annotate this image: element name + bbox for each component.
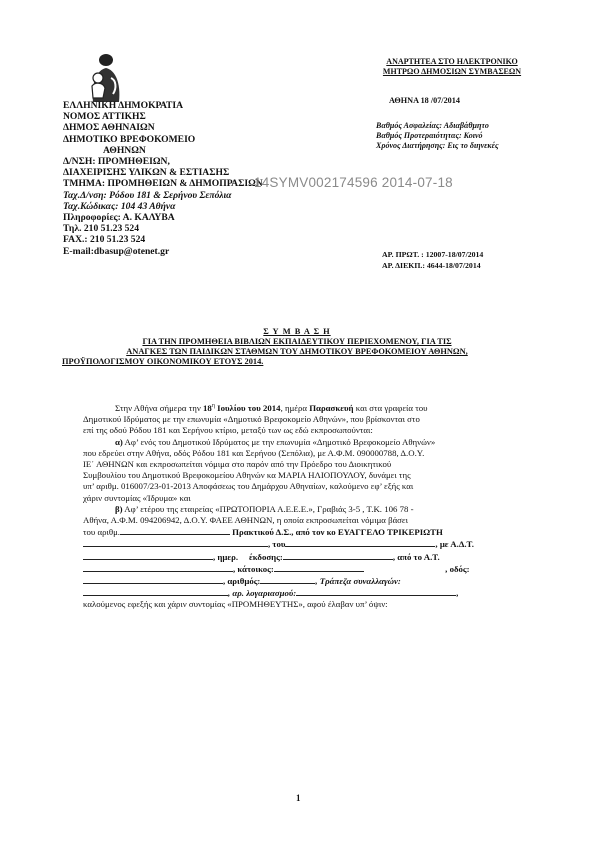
contract-heading: Σ Υ Μ Β Α Σ Η (263, 327, 331, 336)
body-line: Αθήνα, Α.Φ.Μ. 094206942, Δ.Ο.Υ. ΦΑΕΕ ΑΘΗΝΩΝ, η οποία εκπροσωπείται νόμιμα βάσει (83, 514, 408, 525)
body-line: Συμβουλίου του Δημοτικού Βρεφοκομείου Αθηνών κα ΜΑΡΙΑ ΗΛΙΟΠΟΥΛΟΥ, δυνάμει της (83, 470, 411, 481)
body-line: Δημοτικού Ιδρύματος με την επωνυμία «Δημοτικό Βρεφοκομείο Αθηνών», που βρίσκονται στο (83, 414, 420, 425)
blank-field[interactable] (285, 538, 435, 547)
logo-emblem (83, 52, 129, 104)
issuer-line: Ταχ.Κώδικας: 104 43 Αθήνα (63, 200, 176, 212)
document-meta (376, 121, 499, 151)
retention-period: Χρόνος Διατήρησης: Εις το διηνεκές (376, 141, 499, 150)
blank-field[interactable] (260, 575, 315, 584)
body-line: υπ’ αριθμ. 016007/23-01-2013 Αποφάσεως του Δημάρχου Αθηναίων, καλούμενο εφ’ εξής και (83, 481, 414, 492)
contract-subject-line: ΑΝΑΓΚΕΣ ΤΩΝ ΠΑΙΔΙΚΩΝ ΣΤΑΘΜΩΝ ΤΟΥ ΔΗΜΟΤΙΚΟΥ ΒΡΕΦΟΚΟΜΕΙΟΥ ΑΘΗΝΩΝ, (126, 347, 468, 356)
body-line: επί της οδού Ρόδου 181 και Σερήνου κτίριο, μεταξύ των ως εδώ εκπροσωπούνται: (83, 425, 373, 436)
body-line: του αριθμ. Πρακτικού Δ.Σ., από τον κο ΕΥΑΓΓΕΛΟ ΤΡΙΚΕΡΙΩΤΗ (83, 527, 443, 538)
issuer-line: Τηλ. 210 51.23 524 (63, 223, 140, 235)
blank-field[interactable] (83, 538, 268, 547)
issuer-line: ΔΗΜΟΣ ΑΘΗΝΑΙΩΝ (63, 122, 155, 134)
blank-field[interactable] (120, 526, 230, 535)
contract-body (83, 401, 538, 611)
issuer-line: ΑΘΗΝΩΝ (103, 144, 146, 156)
posting-notice (352, 57, 552, 76)
issuer-block (63, 100, 263, 257)
blank-field[interactable] (283, 551, 393, 560)
blank-field[interactable] (83, 575, 223, 584)
posting-notice-line2: ΜΗΤΡΩΟ ΔΗΜΟΣΙΩΝ ΣΥΜΒΑΣΕΩΝ (382, 66, 522, 76)
ada-watermark: 14SYMV002174596 2014-07-18 (254, 175, 453, 190)
security-level: Βαθμός Ασφαλείας: Αδιαβάθμητο (376, 121, 489, 130)
issuer-line: ΕΛΛΗΝΙΚΗ ΔΗΜΟΚΡΑΤΙΑ (63, 100, 184, 111)
blank-field[interactable] (274, 563, 364, 572)
body-paragraph: Στην Αθήνα σήμερα την $18^\eta$ Ιουλίου του 2014, ημέρα Παρασκευή και στα γραφεία του (115, 402, 428, 413)
blank-field[interactable] (83, 587, 228, 596)
issuer-line: FAX.: 210 51.23 524 (63, 234, 146, 246)
issuer-line: ΝΟΜΟΣ ΑΤΤΙΚΗΣ (63, 111, 146, 123)
party-b: β) Αφ’ ετέρου της εταιρείας «ΠΡΩΤΟΠΟΡΙΑ Α.Ε.Ε.Ε.», Γραβιάς 3-5 , Τ.Κ. 106 78 - (115, 503, 414, 514)
posting-notice-line1: ΑΝΑΡΤΗΤΕΑ ΣΤΟ ΗΛΕΚΤΡΟΝΙΚΟ (386, 57, 518, 66)
contract-title (62, 327, 532, 367)
issuer-line: E-mail:dbasup@otenet.gr (63, 245, 170, 257)
protocol-number: ΑΡ. ΠΡΩΤ. : 12007-18/07/2014 (382, 250, 484, 259)
issuer-line: Δ/ΝΣΗ: ΠΡΟΜΗΘΕΙΩΝ, (63, 156, 170, 168)
issuer-line: Ταχ.Δ/νση: Ρόδου 181 & Σερήνου Σεπόλια (63, 189, 232, 201)
issuer-line: ΔΗΜΟΤΙΚΟ ΒΡΕΦΟΚΟΜΕΙΟ (63, 133, 196, 145)
contract-subject-line: ΠΡΟΫΠΟΛΟΓΙΣΜΟΥ ΟΙΚΟΝΟΜΙΚΟΥ ΕΤΟΥΣ 2014. (62, 357, 264, 366)
protocol-block (382, 250, 483, 271)
body-line: καλούμενος εφεξής και χάριν συντομίας «ΠΡΟΜΗΘΕΥΤΗΣ», αφού έλαβαν υπ’ όψιν: (83, 599, 388, 610)
contract-subject-line: ΓΙΑ ΤΗΝ ΠΡΟΜΗΘΕΙΑ ΒΙΒΛΙΩΝ ΕΚΠΑΙΔΕΥΤΙΚΟΥ ΠΕΡΙΕΧΟΜΕΝΟΥ, ΓΙΑ ΤΙΣ (142, 337, 452, 346)
blank-field[interactable] (296, 587, 456, 596)
party-a: α) Αφ’ ενός του Δημοτικού Ιδρύματος με την επωνυμία «Δημοτικό Βρεφοκομείο Αθηνών» (115, 436, 436, 447)
blank-field[interactable] (83, 551, 213, 560)
body-line: που εδρεύει στην Αθήνα, οδός Ρόδου 181 και Σερήνου (Σεπόλια), με Α.Φ.Μ. 090000788, Δ.Ο.Υ. (83, 447, 425, 458)
body-line: χάριν συντομίας «Ίδρυμα» και (83, 492, 191, 503)
body-line: , αριθμός: , Τράπεζα συναλλαγών: (83, 575, 538, 587)
issuer-line: Πληροφορίες: Α. ΚΑΛΥΒΑ (63, 212, 175, 224)
body-line: , αρ. λογαριασμού: , (83, 587, 538, 599)
body-line: , του , με Α.Δ.Τ. (83, 538, 538, 550)
body-line: , ημερ. έκδοσης: , από το Α.Τ. (83, 551, 538, 563)
issuer-line: ΤΜΗΜΑ: ΠΡΟΜΗΘΕΙΩΝ & ΔΗΜΟΠΡΑΣΙΩΝ (63, 178, 263, 190)
document-date: ΑΘΗΝΑ 18 /07/2014 (389, 96, 460, 105)
blank-field[interactable] (83, 563, 233, 572)
page-number: 1 (296, 793, 301, 803)
dispatch-number: ΑΡ. ΔΙΕΚΠ.: 4644-18/07/2014 (382, 260, 481, 270)
body-line: , κάτοικος: , οδός: (83, 563, 538, 575)
priority-level: Βαθμός Προτεραιότητας: Κοινό (376, 131, 483, 140)
body-line: ΙΕ΄ ΑΘΗΝΩΝ και εκπροσωπείται νόμιμα στο παρόν από την Πρόεδρο του Διοικητικού (83, 458, 392, 469)
issuer-line: ΔΙΑΧΕΙΡΙΣΗΣ ΥΛΙΚΩΝ & ΕΣΤΙΑΣΗΣ (63, 167, 230, 179)
